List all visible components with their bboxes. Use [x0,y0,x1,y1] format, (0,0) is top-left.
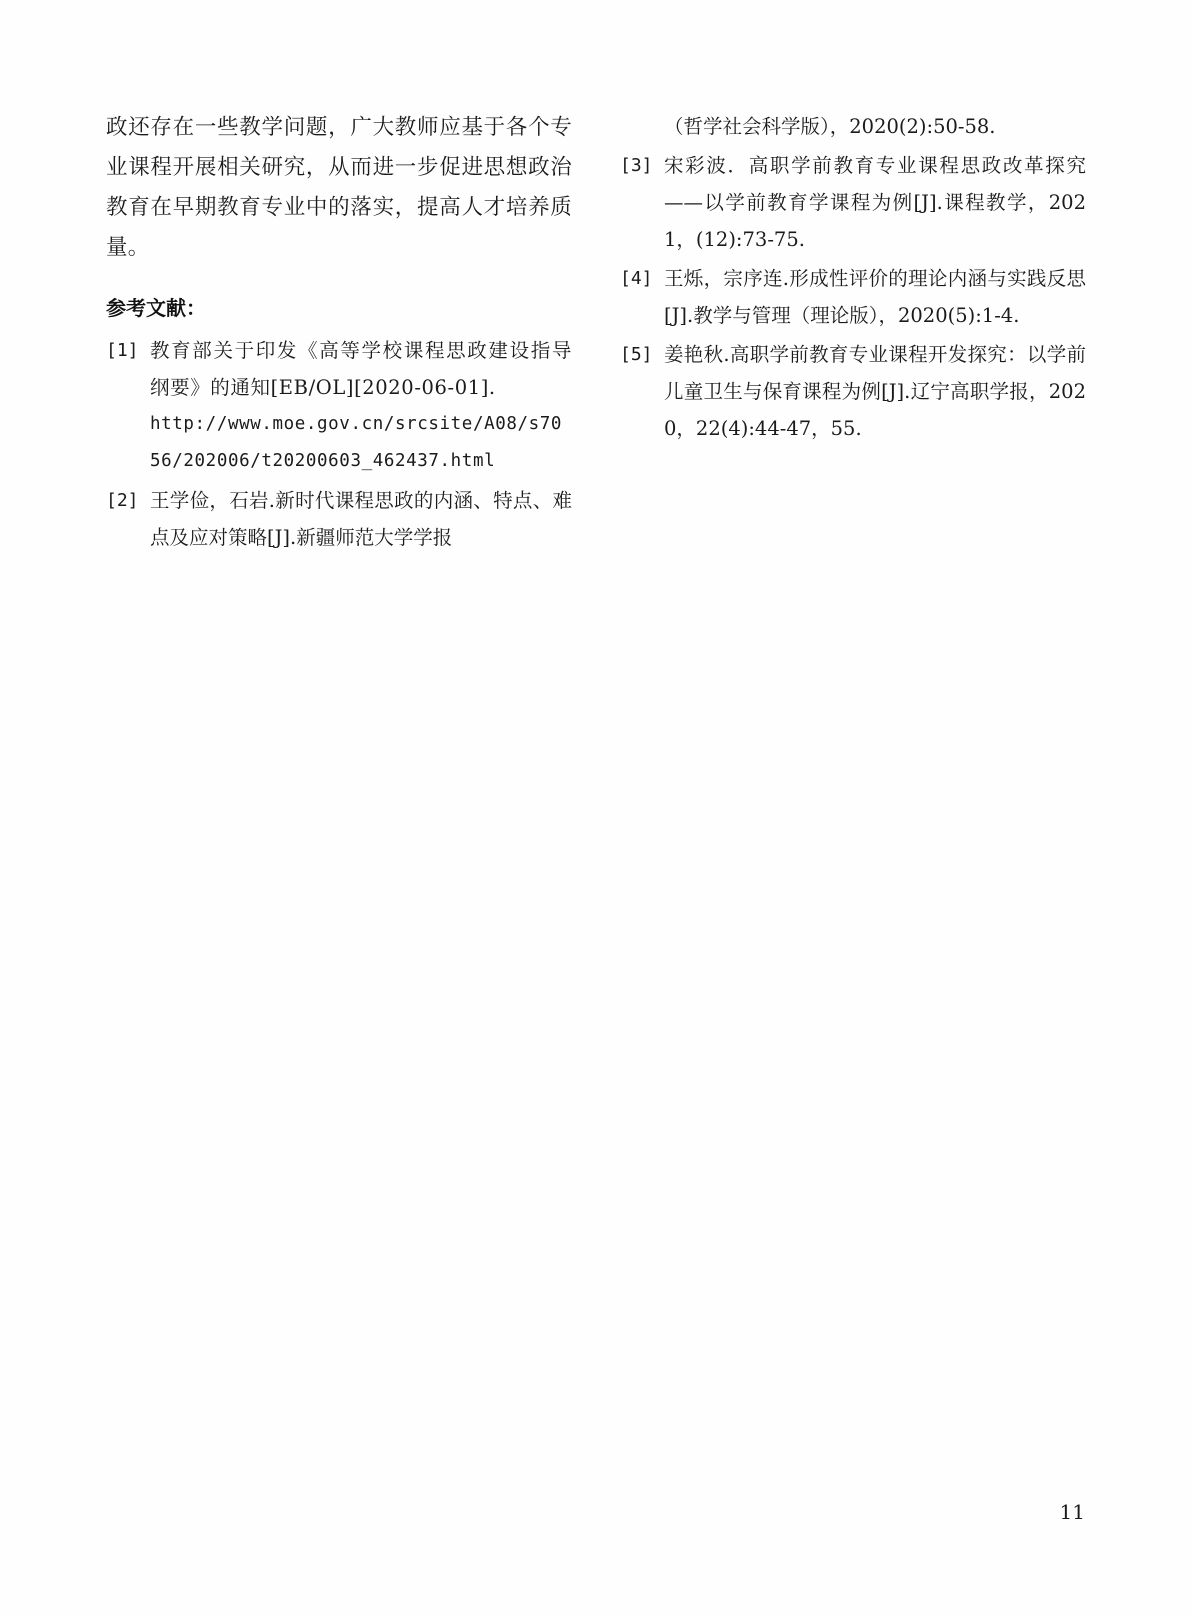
reference-continuation-text: （哲学社会科学版），2020(2):50-58. [664,115,996,138]
reference-citation: 教育部关于印发《高等学校课程思政建设指导纲要》的通知[EB/OL][2020-06-01]. [150,339,572,399]
list-item [620,336,1086,447]
list-item [620,260,1086,334]
reference-list-left [106,332,572,556]
reference-number: [5] [620,344,653,365]
reference-number: [4] [620,268,653,289]
reference-number: [3] [620,155,653,176]
reference-text: 王烁，宗序连.形成性评价的理论内涵与实践反思[J].教学与管理（理论版），2020(5):1-4. [664,267,1086,327]
left-column [106,108,572,558]
reference-text [150,332,572,480]
body-paragraph: 政还存在一些教学问题，广大教师应基于各个专业课程开展相关研究，从而进一步促进思想政治教育在早期教育专业中的落实，提高人才培养质量。 [106,115,572,260]
references-heading: 参考文献： [106,296,206,320]
list-item [106,482,572,556]
list-item [620,147,1086,258]
reference-text: 宋彩波．高职学前教育专业课程思政改革探究——以学前教育学课程为例[J].课程教学，2021，(12):73-75. [664,154,1086,251]
page-number: 11 [1059,1500,1085,1524]
right-column [620,108,1086,558]
list-item [106,332,572,480]
two-column-layout [106,108,1086,558]
reference-text: 王学俭，石岩.新时代课程思政的内涵、特点、难点及应对策略[J].新疆师范大学学报 [150,489,572,549]
reference-number: [2] [106,490,139,511]
reference-url[interactable]: http://www.moe.gov.cn/srcsite/A08/s7056/202006/t20200603_462437.html [150,414,563,471]
list-item-continuation [620,108,1086,145]
reference-list-right [620,108,1086,447]
reference-text: 姜艳秋.高职学前教育专业课程开发探究：以学前儿童卫生与保育课程为例[J].辽宁高职学报，2020，22(4):44-47，55. [664,343,1086,440]
reference-number: [1] [106,340,139,361]
